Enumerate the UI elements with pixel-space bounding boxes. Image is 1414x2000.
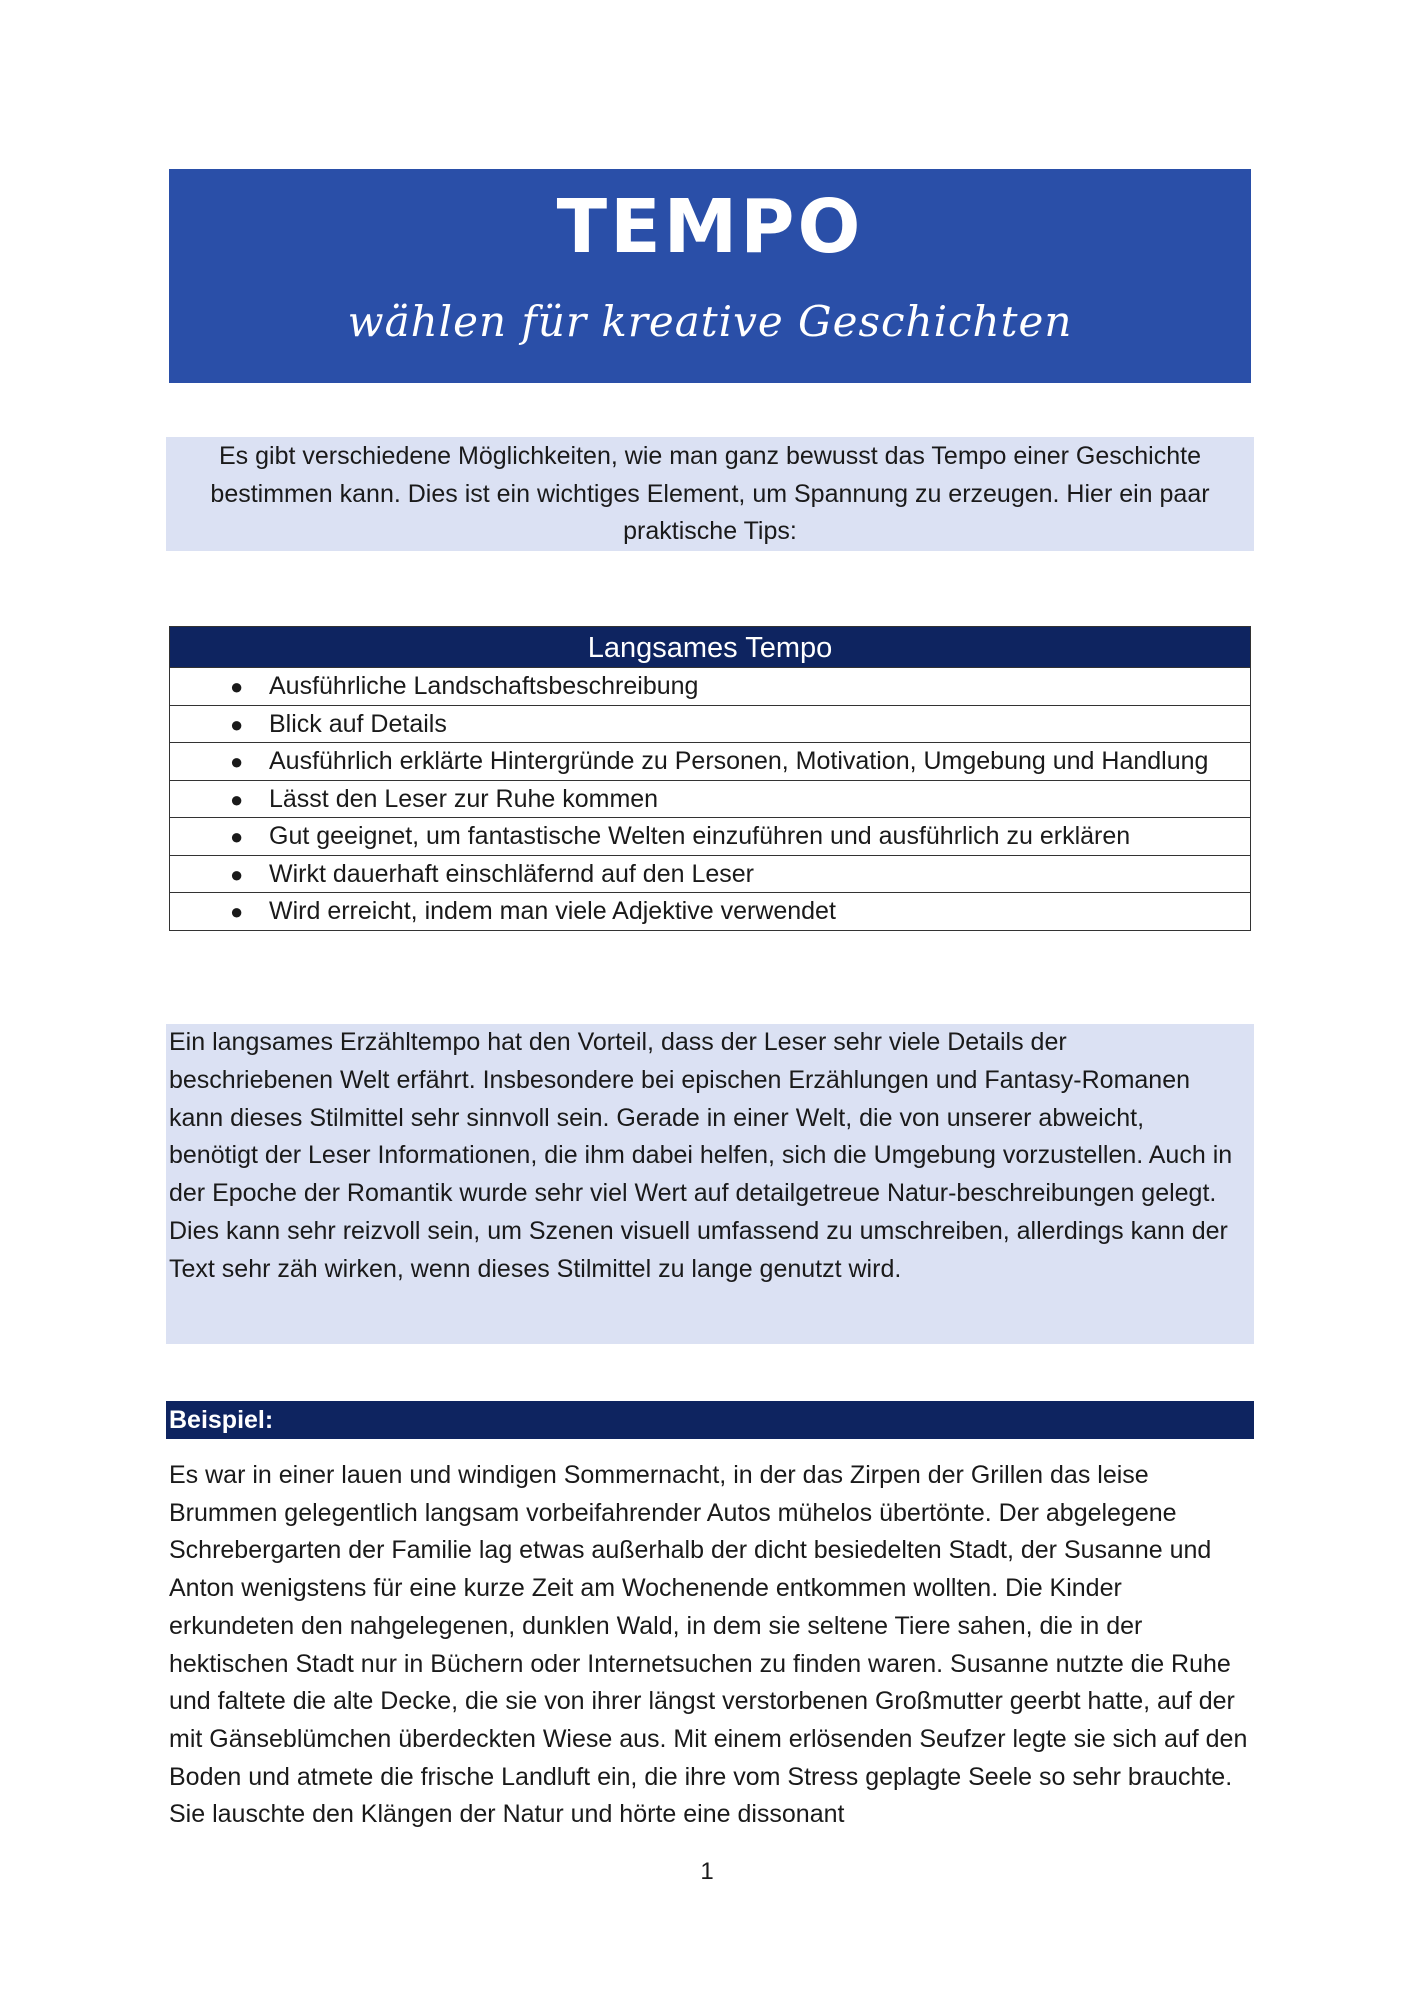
bullet-icon: ● [230, 749, 244, 774]
list-item [170, 855, 1250, 893]
bullet-icon: ● [230, 824, 244, 849]
bullet-icon: ● [230, 786, 244, 812]
bullet-icon: ● [230, 711, 244, 737]
list-item-text: Gut geeignet, um fantastische Welten einzuführen und ausführlich zu erklären [269, 822, 1131, 850]
slow-tempo-heading: Langsames Tempo [170, 627, 1250, 667]
list-item [170, 780, 1250, 818]
list-item-text: Wird erreicht, indem man viele Adjektive verwendet [269, 897, 836, 925]
explanation-text: Ein langsames Erzähltempo hat den Vorteil, dass der Leser sehr viele Details der beschriebenen Welt erfährt. Insbesondere bei epischen Erzählungen und Fantasy-Romanen kann dieses Stilmittel sehr sinnvoll sein. Gerade in einer Welt, die von unserer abweicht, benötigt der Leser Informationen, die ihm dabei helfen, sich die Umgebung vorzustellen. Auch in der Epoche der Romantik wurde sehr viel Wert auf detailgetreue Natur-beschreibungen gelegt. Dies kann sehr reizvoll sein, um Szenen visuell umfassend zu umschreiben, allerdings kann der Text sehr zäh wirken, wenn dieses Stilmittel zu lange genutzt wird. [169, 1028, 1233, 1283]
list-item [170, 667, 1250, 705]
list-item-text: Wirkt dauerhaft einschläfernd auf den Leser [269, 859, 754, 888]
page-title: TEMPO [556, 184, 864, 270]
list-item-text: Ausführlich erklärte Hintergründe zu Personen, Motivation, Umgebung und Handlung [269, 747, 1209, 775]
intro-text: Es gibt verschiedene Möglichkeiten, wie man ganz bewusst das Tempo einer Geschichte bestimmen kann. Dies ist ein wichtiges Element, um Spannung zu erzeugen. Hier ein paar praktische Tips: [210, 442, 1210, 545]
list-item [170, 817, 1250, 855]
list-item [170, 742, 1250, 780]
example-paragraph: Es war in einer lauen und windigen Sommernacht, in der das Zirpen der Grillen das leise Brummen gelegentlich langsam vorbeifahrender Autos mühelos übertönte. Der abgelegene Schrebergarten der Familie lag etwas außerhalb der dicht besiedelten Stadt, der Susanne und Anton wenigstens für eine kurze Zeit am Wochenende entkommen wollten. Die Kinder erkundeten den nahgelegenen, dunklen Wald, in dem sie seltene Tiere sahen, die in der hektischen Stadt nur in Büchern oder Internetsuchen zu finden waren. Susanne nutzte die Ruhe und faltete die alte Decke, die sie von ihrer längst verstorbenen Großmutter geerbt hatte, auf der mit Gänseblümchen überdeckten Wiese aus. Mit einem erlösenden Seufzer legte sie sich auf den Boden und atmete die frische Landluft ein, die ihre vom Stress geplagte Seele so sehr brauchte. Sie lauschte den Klängen der Natur und hörte eine dissonant [169, 1461, 1248, 1829]
list-item [170, 705, 1250, 743]
page-subtitle: wählen für kreative Geschichten [347, 297, 1073, 346]
intro-box [166, 437, 1254, 551]
list-item-text: Blick auf Details [269, 709, 447, 738]
bullet-icon: ● [230, 899, 244, 924]
title-banner [169, 169, 1251, 383]
list-item-text: Lässt den Leser zur Ruhe kommen [269, 784, 659, 813]
bullet-icon: ● [230, 861, 244, 887]
bullet-icon: ● [230, 674, 244, 699]
page-number: 1 [700, 1858, 714, 1885]
slow-tempo-table [169, 626, 1251, 931]
list-item [170, 892, 1250, 930]
list-item-text: Ausführliche Landschaftsbeschreibung [269, 672, 699, 700]
example-heading: Beispiel: [166, 1401, 1254, 1439]
explanation-box [166, 1024, 1254, 1344]
